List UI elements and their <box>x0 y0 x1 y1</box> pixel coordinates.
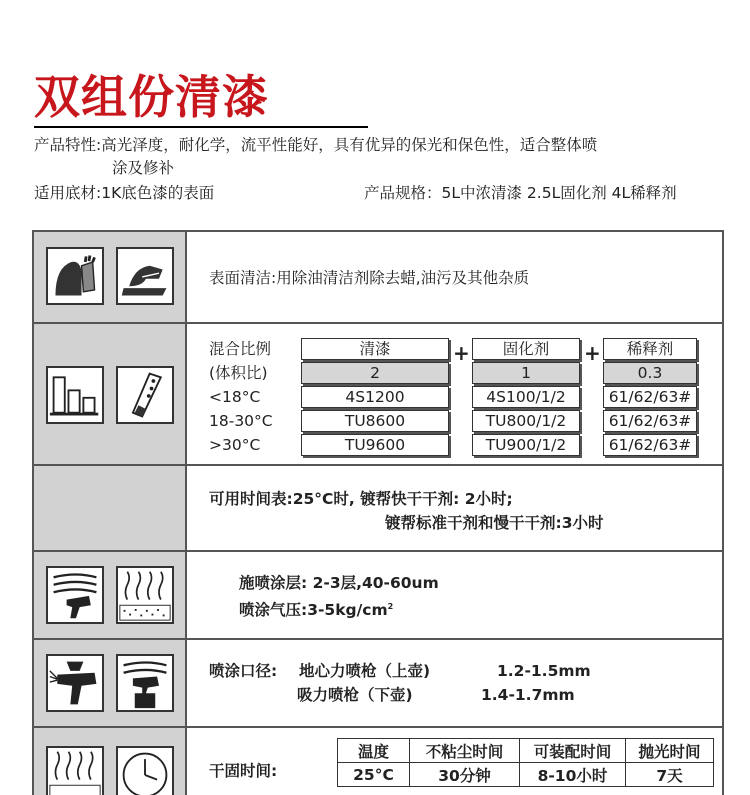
evaporation-icon <box>116 566 174 624</box>
drying-cell: 30分钟 <box>410 763 520 787</box>
icon-column <box>34 552 187 638</box>
pressure-exponent: 2 <box>387 602 394 611</box>
drying-header-cell: 不粘尘时间 <box>410 739 520 763</box>
volume-label: (体积比) <box>209 364 268 382</box>
row-mixing <box>34 324 722 466</box>
wipe-hand-icon <box>116 247 174 305</box>
thinner-high: 61/62/63# <box>603 434 697 456</box>
hardener-mid: TU800/1/2 <box>472 410 580 432</box>
face-mask-icon <box>46 247 104 305</box>
drying-cell: 7天 <box>626 763 714 787</box>
mixing-stick-icon <box>116 366 174 424</box>
header-hardener: 固化剂 <box>472 338 580 360</box>
plus-sign: + <box>584 341 601 365</box>
ratio-label: 混合比例 <box>209 340 272 358</box>
spray-gun-suction-icon <box>116 654 174 712</box>
icon-column <box>34 728 187 795</box>
icon-column <box>34 324 187 464</box>
nozzle-content <box>189 640 722 726</box>
ratio-cups-icon <box>46 366 104 424</box>
spray-pressure-value: 喷涂气压:3-5kg/cm <box>239 601 388 620</box>
suction-gun-size: 1.4-1.7mm <box>481 686 575 704</box>
row-nozzle <box>34 640 722 728</box>
temp-high-label: >30°C <box>209 436 261 454</box>
icon-column <box>34 232 187 322</box>
spec-text: 产品规格：5L中浓清漆 2.5L固化剂 4L稀释剂 <box>364 184 677 202</box>
drying-content <box>189 728 722 795</box>
spec-table <box>32 230 724 795</box>
gravity-gun-size: 1.2-1.5mm <box>497 662 591 680</box>
features-line-1: 产品特性:高光泽度，耐化学，流平性能好，具有优异的保光和保色性，适合整体喷 <box>34 136 598 154</box>
row-potlife <box>34 466 722 552</box>
spray-pressure-text <box>239 596 393 621</box>
spray-coats-text: 施喷涂层: 2-3层,40-60um <box>239 574 439 592</box>
clear-low: 4S1200 <box>301 386 449 408</box>
row-spray <box>34 552 722 640</box>
spray-content <box>189 552 722 638</box>
ratio-hardener: 1 <box>472 362 580 384</box>
drying-cell: 8-10小时 <box>520 763 626 787</box>
clear-high: TU9600 <box>301 434 449 456</box>
potlife-line-1: 可用时间表:25°C时, 镀帮快干干剂: 2小时; <box>209 490 513 508</box>
hardener-high: TU900/1/2 <box>472 434 580 456</box>
ratio-clear: 2 <box>301 362 449 384</box>
features-line-2: 涂及修补 <box>112 159 175 177</box>
header-clear: 清漆 <box>301 338 449 360</box>
potlife-line-2: 镀帮标准干剂和慢干干剂:3小时 <box>385 514 604 532</box>
icon-column <box>34 466 187 550</box>
suction-gun-text: 吸力喷枪（下壶) <box>297 686 413 704</box>
drying-heat-icon <box>46 746 104 795</box>
drying-header-cell: 温度 <box>338 739 410 763</box>
substrate-text: 适用底材:1K底色漆的表面 <box>34 184 215 202</box>
drying-cell: 25°C <box>338 763 410 787</box>
drying-label: 干固时间: <box>209 762 278 780</box>
header-thinner: 稀释剂 <box>603 338 697 360</box>
title-underline <box>34 126 368 128</box>
drying-header-row <box>338 739 714 763</box>
icon-column <box>34 640 187 726</box>
cleaning-text: 表面清洁:用除油清洁剂除去蜡,油污及其他杂质 <box>209 269 530 287</box>
thinner-mid: 61/62/63# <box>603 410 697 432</box>
nozzle-label: 喷涂口径: <box>209 662 278 680</box>
clock-icon <box>116 746 174 795</box>
row-cleaning <box>34 232 722 324</box>
temp-low-label: <18°C <box>209 388 261 406</box>
ratio-thinner: 0.3 <box>603 362 697 384</box>
cleaning-content <box>189 232 722 322</box>
row-drying <box>34 728 722 795</box>
potlife-content <box>189 466 722 550</box>
gravity-gun-text: 地心力喷枪（上壶) <box>299 662 431 680</box>
spray-layers-icon <box>46 566 104 624</box>
drying-header-cell: 可装配时间 <box>520 739 626 763</box>
clear-mid: TU8600 <box>301 410 449 432</box>
temp-mid-label: 18-30°C <box>209 412 273 430</box>
plus-sign: + <box>453 341 470 365</box>
thinner-low: 61/62/63# <box>603 386 697 408</box>
page-title: 双组份清漆 <box>34 70 269 124</box>
hardener-low: 4S100/1/2 <box>472 386 580 408</box>
mixing-content <box>189 324 722 464</box>
drying-header-cell: 抛光时间 <box>626 739 714 763</box>
drying-data-row <box>338 763 714 787</box>
drying-table <box>337 738 714 787</box>
spray-gun-gravity-icon <box>46 654 104 712</box>
